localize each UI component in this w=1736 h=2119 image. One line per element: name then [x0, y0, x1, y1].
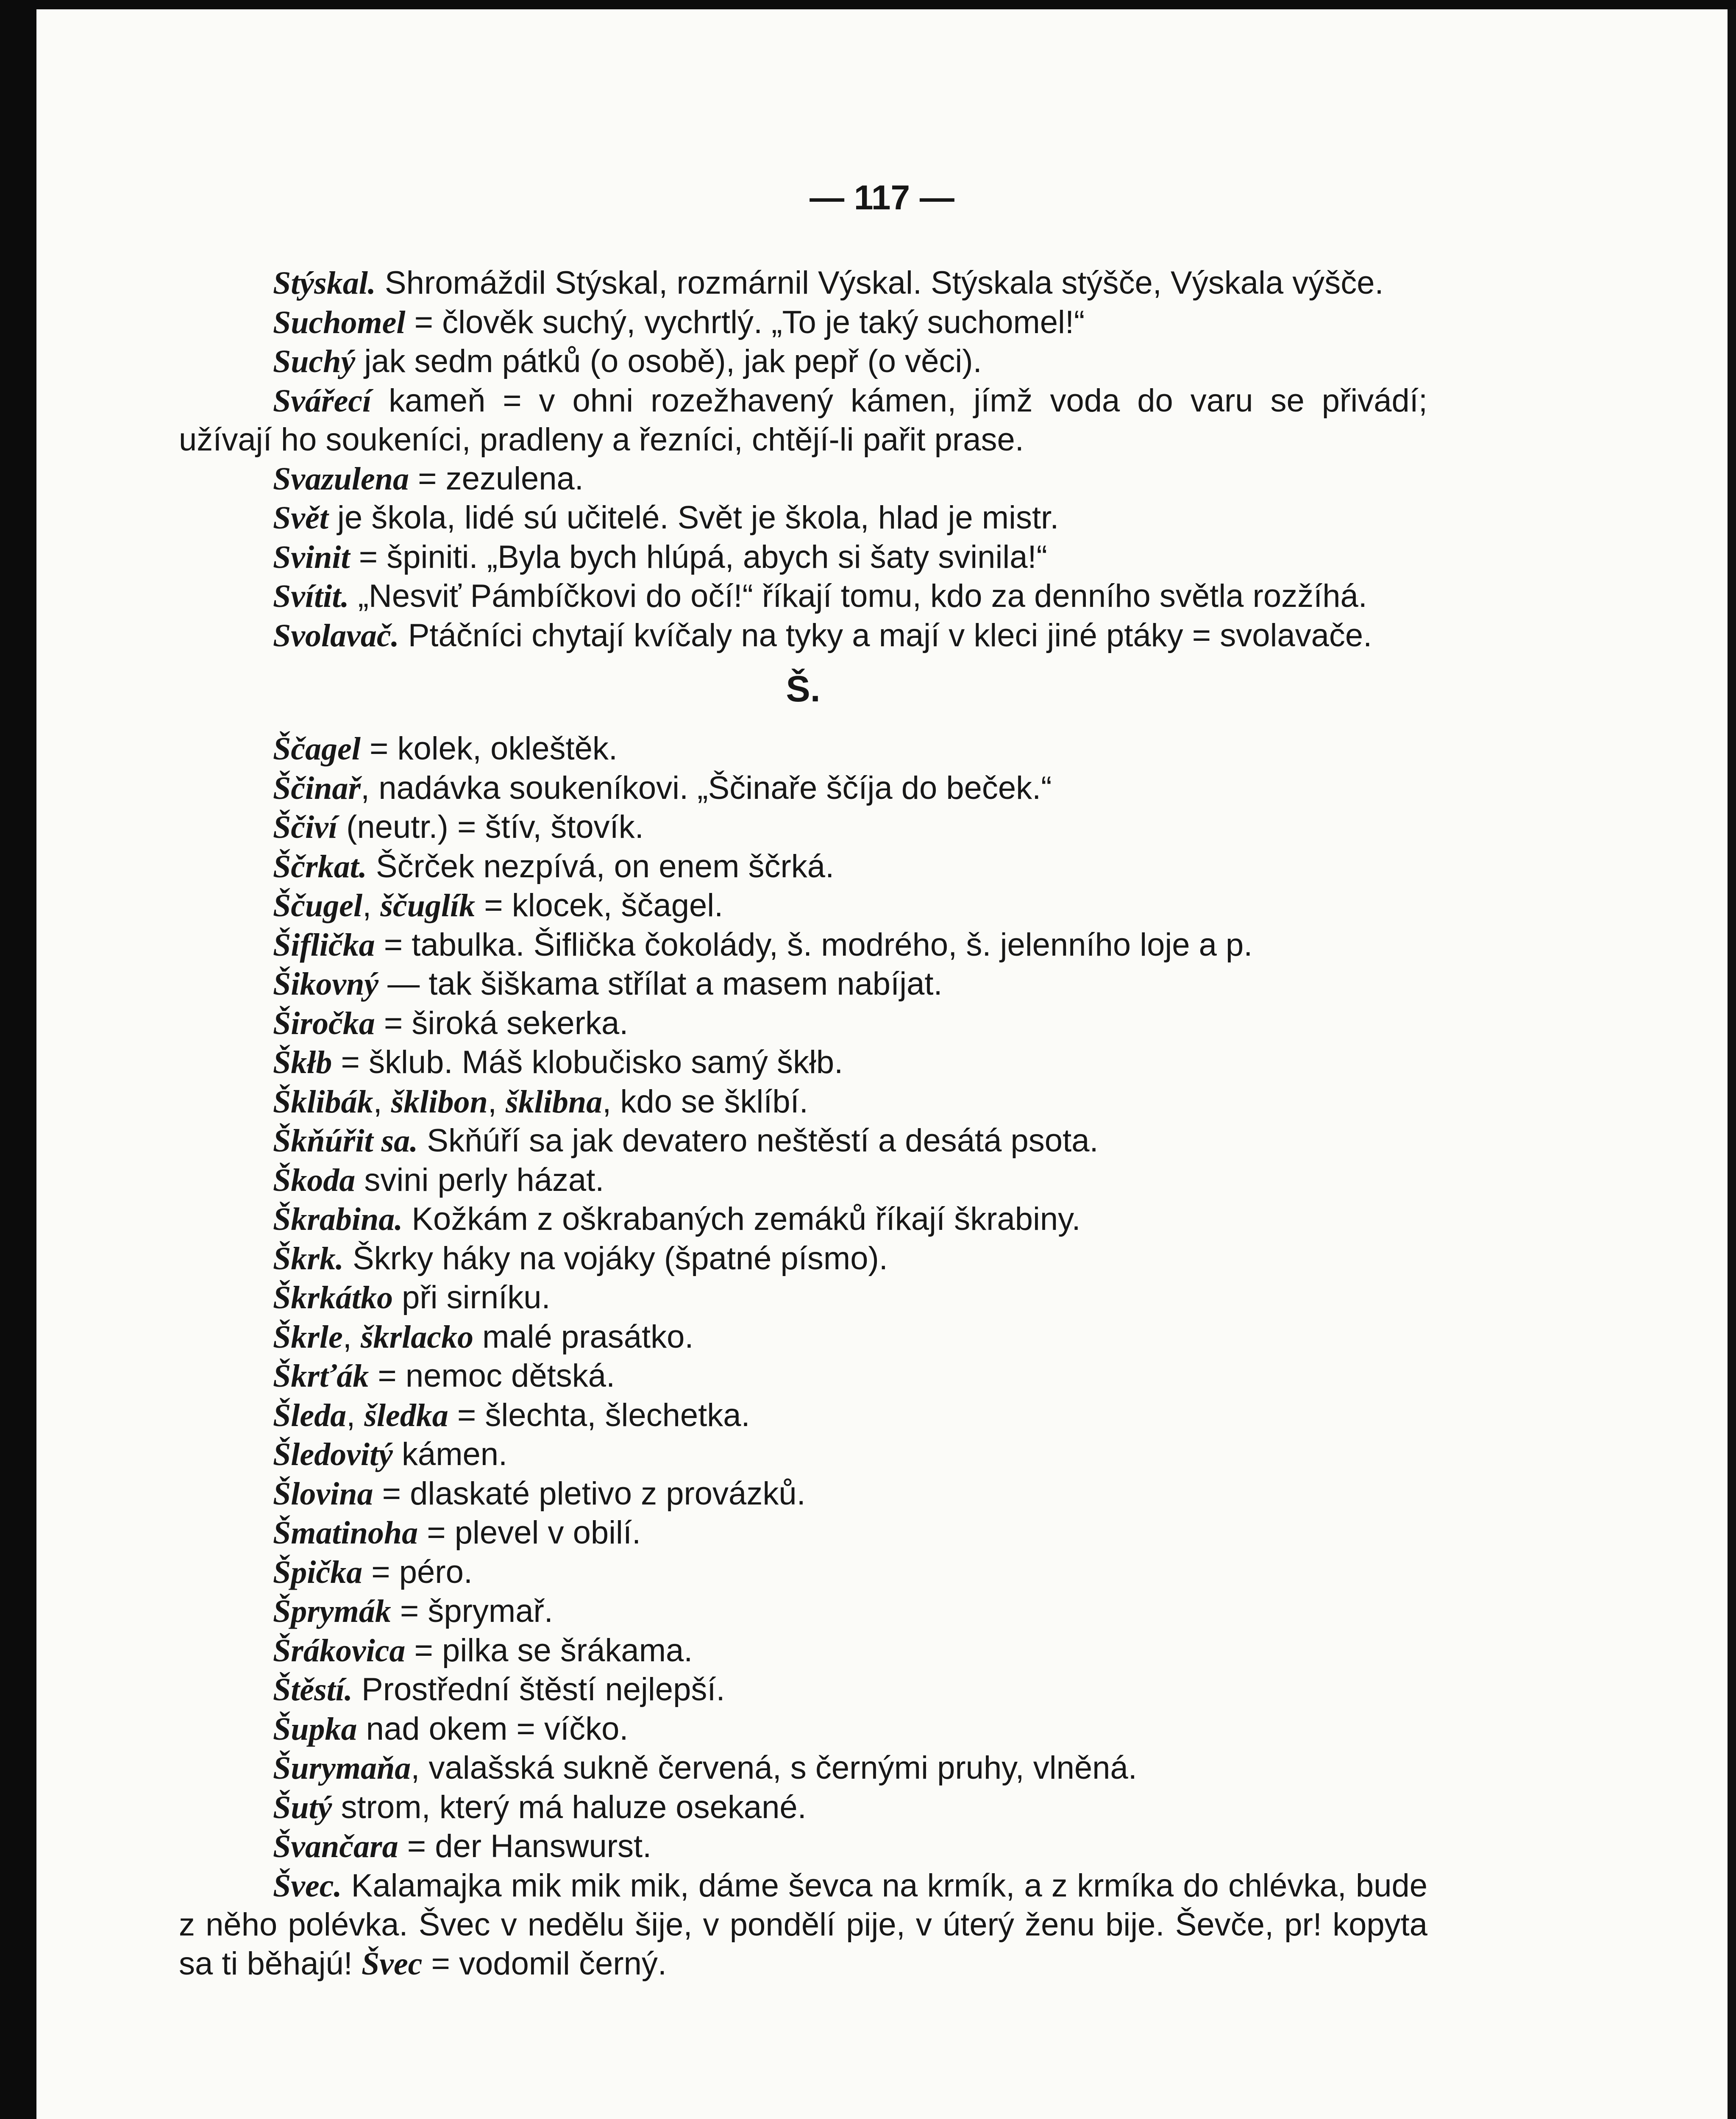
entry-headword: Škrk. [273, 1240, 344, 1276]
entry-headword: Šutý [273, 1789, 332, 1825]
entry-headword: Švančara [273, 1829, 398, 1864]
entry-text: = špiniti. „Byla bych hlúpá, abych si šaty svinila!“ [350, 539, 1047, 575]
entry-headword: Škňúřit sa. [273, 1123, 418, 1159]
entry-headword: Šrákovica [273, 1632, 406, 1669]
entry-text: Kožkám z oškrabaných zemáků říkají škrabiny. [403, 1201, 1081, 1237]
dictionary-entry [179, 926, 1427, 965]
entry-text: = široká sekerka. [375, 1005, 629, 1041]
entries-after-section [179, 729, 1427, 1983]
entry-headword: Svinit [273, 539, 350, 575]
dictionary-entry [179, 965, 1427, 1004]
dictionary-entry [179, 498, 1427, 538]
entry-headword: Šiflička [273, 927, 375, 963]
entry-text: = člověk suchý, vychrtlý. „To je taký suchomel!“ [405, 304, 1085, 340]
dictionary-entry [179, 1592, 1427, 1631]
entry-headword: Škrle [273, 1319, 343, 1355]
entry-text: , [362, 887, 381, 923]
entry-text: při sirníku. [392, 1279, 551, 1315]
dictionary-entry [179, 1396, 1427, 1435]
entry-headword: Ščiví [273, 809, 337, 845]
entry-headword: Ščagel [273, 731, 361, 767]
entry-text: — tak šiškama střílat a masem nabíjat. [378, 966, 943, 1002]
dictionary-entry [179, 459, 1427, 499]
dictionary-entry [179, 1631, 1427, 1671]
dictionary-entry [179, 1161, 1427, 1200]
entry-text: malé prasátko. [473, 1318, 694, 1355]
scan-border-top [0, 0, 1736, 9]
entry-text: kameň = v ohni rozežhavený kámen, jímž voda do varu se přivádí; užívají ho soukeníci, pradleny a řezníci, chtějí-li pařit prase. [179, 382, 1427, 458]
dictionary-entry [179, 1278, 1427, 1318]
dictionary-entry [179, 1710, 1427, 1749]
entry-text: Skňúří sa jak devatero neštěstí a desátá psota. [418, 1123, 1099, 1159]
entry-headword: Šupka [273, 1711, 357, 1747]
dictionary-entry [179, 1553, 1427, 1592]
entry-text: Shromáždil Stýskal, rozmárnil Výskal. Stýskala stýšče, Výskala výšče. [376, 265, 1384, 301]
entry-text: Ščrček nezpívá, on enem ščrká. [367, 848, 835, 884]
entry-text: = šlechta, šlechetka. [448, 1397, 750, 1433]
dictionary-entry [179, 577, 1427, 616]
dictionary-entry [179, 1200, 1427, 1239]
entry-text: = nemoc dětská. [369, 1358, 615, 1394]
dictionary-entry [179, 1239, 1427, 1279]
dictionary-entry [179, 342, 1427, 381]
entry-headword: Škrťák [273, 1358, 369, 1394]
entry-text: je škola, lidé sú učitelé. Svět je škola, hlad je mistr. [328, 500, 1059, 536]
entry-text: jak sedm pátků (o osobě), jak pepř (o věci). [355, 343, 982, 379]
dictionary-entry [179, 1082, 1427, 1122]
entry-headword-variant: šklibna [506, 1084, 603, 1120]
page-content [179, 264, 1427, 1983]
dictionary-entry [179, 886, 1427, 926]
entry-headword: Šmatinoha [273, 1515, 418, 1551]
entry-text: , [487, 1083, 506, 1120]
dictionary-entry [179, 1474, 1427, 1514]
dictionary-entry [179, 1435, 1427, 1474]
entry-headword: Škłb [273, 1045, 332, 1080]
entry-headword: Šurymaňa [273, 1750, 411, 1786]
entry-headword: Škrabina. [273, 1201, 403, 1237]
entry-headword: Šprymák [273, 1593, 391, 1629]
entry-text: = šklub. Máš klobučisko samý škłb. [332, 1044, 843, 1080]
dictionary-entry [179, 1043, 1427, 1082]
entry-headword: Svářecí [273, 383, 372, 419]
section-letter-heading: Š. [786, 669, 821, 709]
entry-text: = péro. [362, 1554, 473, 1590]
entry-text: = šprymař. [391, 1593, 553, 1629]
dictionary-entry [179, 1357, 1427, 1396]
page-number: — 117 — [810, 178, 954, 217]
dictionary-entry [179, 1004, 1427, 1043]
dictionary-entry [179, 303, 1427, 342]
entry-headword: Šlovina [273, 1476, 373, 1512]
dictionary-entry [179, 769, 1427, 808]
entry-headword: Škrkátko [273, 1280, 393, 1315]
entry-text: = pilka se šrákama. [405, 1632, 693, 1669]
entry-text: Ptáčníci chytají kvíčaly na tyky a mají v kleci jiné ptáky = svolavače. [399, 617, 1372, 653]
entry-headword-variant: šklibon [391, 1084, 488, 1120]
dictionary-entry [179, 1513, 1427, 1553]
entry-text: , [373, 1083, 391, 1120]
entry-text: strom, který má haluze osekané. [332, 1789, 807, 1825]
entry-headword: Šklibák [273, 1084, 373, 1120]
entry-headword: Svazulena [273, 461, 409, 497]
dictionary-entry [179, 1670, 1427, 1710]
entry-text: kámen. [392, 1436, 508, 1472]
dictionary-entry [179, 616, 1427, 656]
entry-headword: Svět [273, 500, 328, 536]
entry-text: (neutr.) = štív, štovík. [337, 809, 644, 845]
entry-text: Kalamajka mik mik mik, dáme ševca na krmík, a z krmíka do chlévka, bude z něho polévka. Švec v nedělu šije, v pondělí pije, v úterý ženu bije. Ševče, pr! kopyta sa ti běhajú! [179, 1867, 1427, 1982]
entry-headword: Šikovný [273, 966, 379, 1002]
entry-text: = vodomil černý. [422, 1945, 667, 1982]
entry-headword: Svolavač. [273, 617, 399, 653]
entry-text: = der Hanswurst. [398, 1828, 652, 1864]
entry-headword: Ščrkat. [273, 848, 367, 884]
dictionary-page [36, 9, 1728, 2119]
entry-headword-variant: škrlacko [360, 1319, 473, 1355]
entry-text: Prostřední štěstí nejlepší. [352, 1671, 725, 1707]
entry-headword: Šledovitý [273, 1437, 393, 1472]
dictionary-entry [179, 1827, 1427, 1866]
entry-headword: Stýskal. [273, 265, 376, 301]
entry-headword: Šleda [273, 1397, 347, 1433]
entry-text: , kdo se šklíbí. [602, 1083, 808, 1120]
entry-text: = klocek, ščagel. [475, 887, 723, 923]
dictionary-entry [179, 1866, 1427, 1984]
entry-headword: Škoda [273, 1162, 356, 1198]
entry-headword: Švec. [273, 1868, 342, 1904]
entry-text: , [342, 1318, 361, 1355]
entry-headword: Suchý [273, 344, 356, 379]
dictionary-entry [179, 1121, 1427, 1161]
entry-text: nad okem = víčko. [357, 1710, 629, 1747]
entry-text: = plevel v obilí. [418, 1515, 641, 1551]
entries-before-section [179, 264, 1427, 655]
entry-text: svini perly házat. [355, 1162, 604, 1198]
entry-text: , [346, 1397, 364, 1433]
entry-text: = zezulena. [409, 460, 584, 497]
entry-text: = tabulka. Šiflička čokolády, š. modrého, š. jelenního loje a p. [375, 926, 1253, 963]
entry-text: = dlaskaté pletivo z provázků. [373, 1475, 806, 1512]
entry-headword: Ščugel [273, 888, 363, 923]
entry-headword: Štěstí. [273, 1672, 353, 1707]
entry-text: = kolek, okleštěk. [360, 731, 618, 767]
entry-text: Škrky háky na vojáky (špatné písmo). [343, 1240, 888, 1276]
dictionary-entry [179, 729, 1427, 769]
entry-headword-variant: Švec [361, 1946, 423, 1982]
dictionary-entry [179, 1788, 1427, 1827]
entry-text: , valašská sukně červená, s černými pruhy, vlněná. [411, 1750, 1137, 1786]
scan-border-left [0, 0, 36, 2119]
dictionary-entry [179, 808, 1427, 847]
entry-headword: Špička [273, 1554, 363, 1590]
entry-headword: Svítit. [273, 578, 349, 614]
entry-headword-variant: ščuglík [380, 888, 476, 923]
dictionary-entry [179, 1749, 1427, 1788]
entry-text: „Nesviť Pámbíčkovi do očí!“ říkají tomu, kdo za denního světla rozžíhá. [349, 578, 1367, 614]
dictionary-entry [179, 847, 1427, 887]
dictionary-entry [179, 1318, 1427, 1357]
dictionary-entry [179, 264, 1427, 303]
dictionary-entry [179, 538, 1427, 577]
dictionary-entry [179, 381, 1427, 459]
entry-headword: Širočka [273, 1005, 375, 1041]
entry-headword: Suchomel [273, 304, 406, 340]
entry-headword: Ščinař [273, 770, 361, 806]
entry-headword-variant: šledka [364, 1397, 448, 1433]
entry-text: , nadávka soukeníkovi. „Ščinaře ščíja do beček.“ [360, 770, 1052, 806]
